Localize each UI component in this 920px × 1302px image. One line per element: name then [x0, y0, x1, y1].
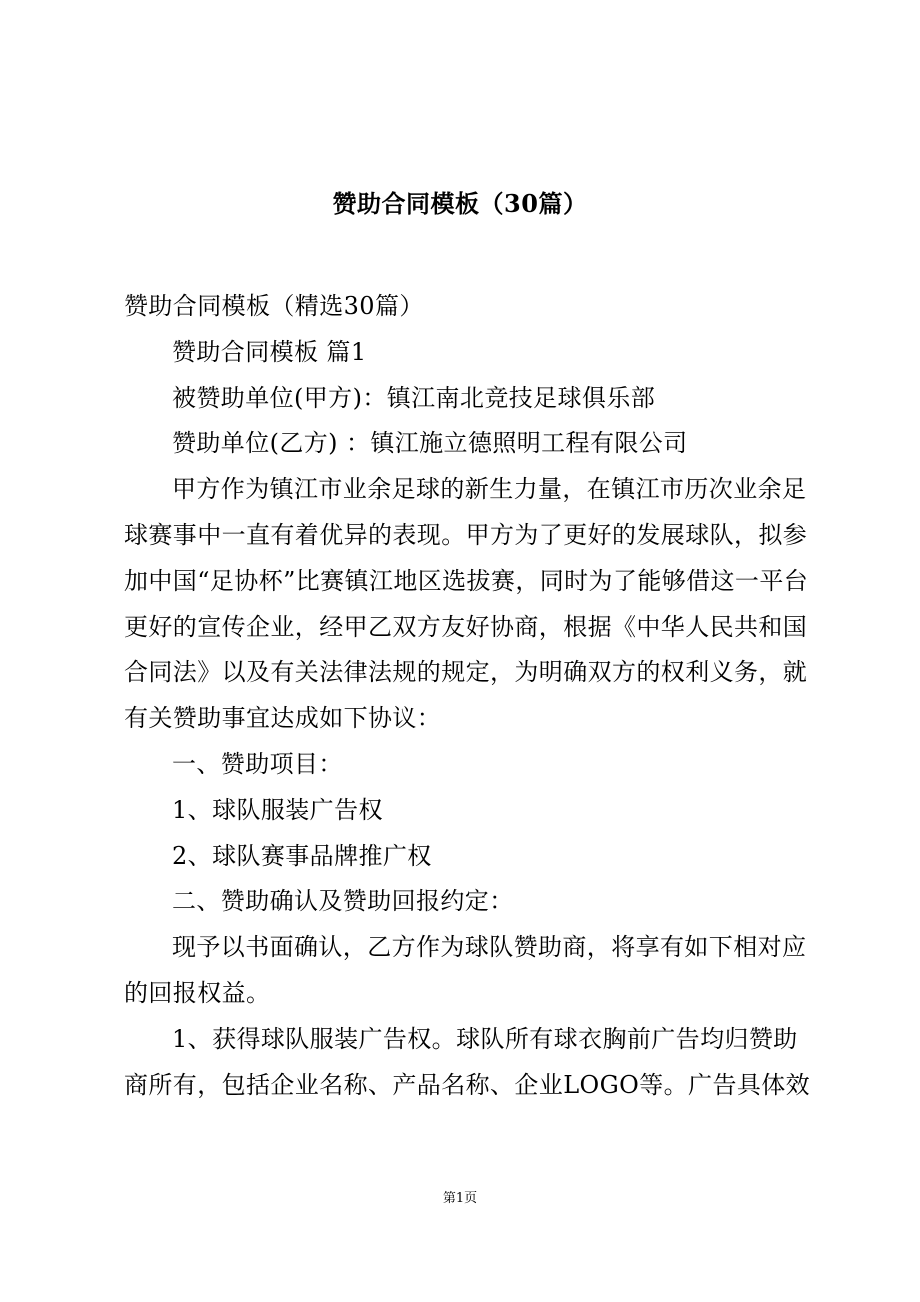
paragraph-item-1: 1、球队服装广告权 [172, 795, 383, 824]
paragraph-confirmation: 现予以书面确认，乙方作为球队赞助商，将享有如下相对应的回报权益。 [124, 933, 807, 1007]
paragraph-item-2: 2、球队赛事品牌推广权 [172, 841, 432, 870]
document-title: 赞助合同模板（30篇） [332, 189, 588, 218]
paragraph-party-b: 赞助单位(乙方) ：镇江施立德照明工程有限公司 [172, 429, 688, 458]
paragraph-benefit-1: 1、获得球队服装广告权。球队所有球衣胸前广告均归赞助商所有，包括企业名称、产品名称、企业LOGO等。广告具体效 [124, 1024, 811, 1099]
paragraph-section-heading: 赞助合同模板 篇1 [172, 337, 367, 366]
paragraph-clause-1-heading: 一、赞助项目： [172, 749, 343, 778]
paragraph-subtitle: 赞助合同模板（精选30篇） [124, 292, 424, 320]
paragraph-clause-2-heading: 二、赞助确认及赞助回报约定： [172, 887, 514, 916]
document-body [124, 284, 816, 1108]
paragraph-preamble: 甲方作为镇江市业余足球的新生力量，在镇江市历次业余足球赛事中一直有着优异的表现。甲方为了更好的发展球队，拟参加中国“足协杯”比赛镇江地区选拔赛，同时为了能够借这一平台更好的宣传企业，经甲乙双方友好协商，根据《中华人民共和国合同法》以及有关法律法规的规定，为明确双方的权利义务，就有关赞助事宜达成如下协议： [124, 475, 809, 733]
page-number-footer: 第1页 [442, 1191, 478, 1206]
paragraph-party-a: 被赞助单位(甲方)：镇江南北竞技足球俱乐部 [172, 383, 656, 412]
